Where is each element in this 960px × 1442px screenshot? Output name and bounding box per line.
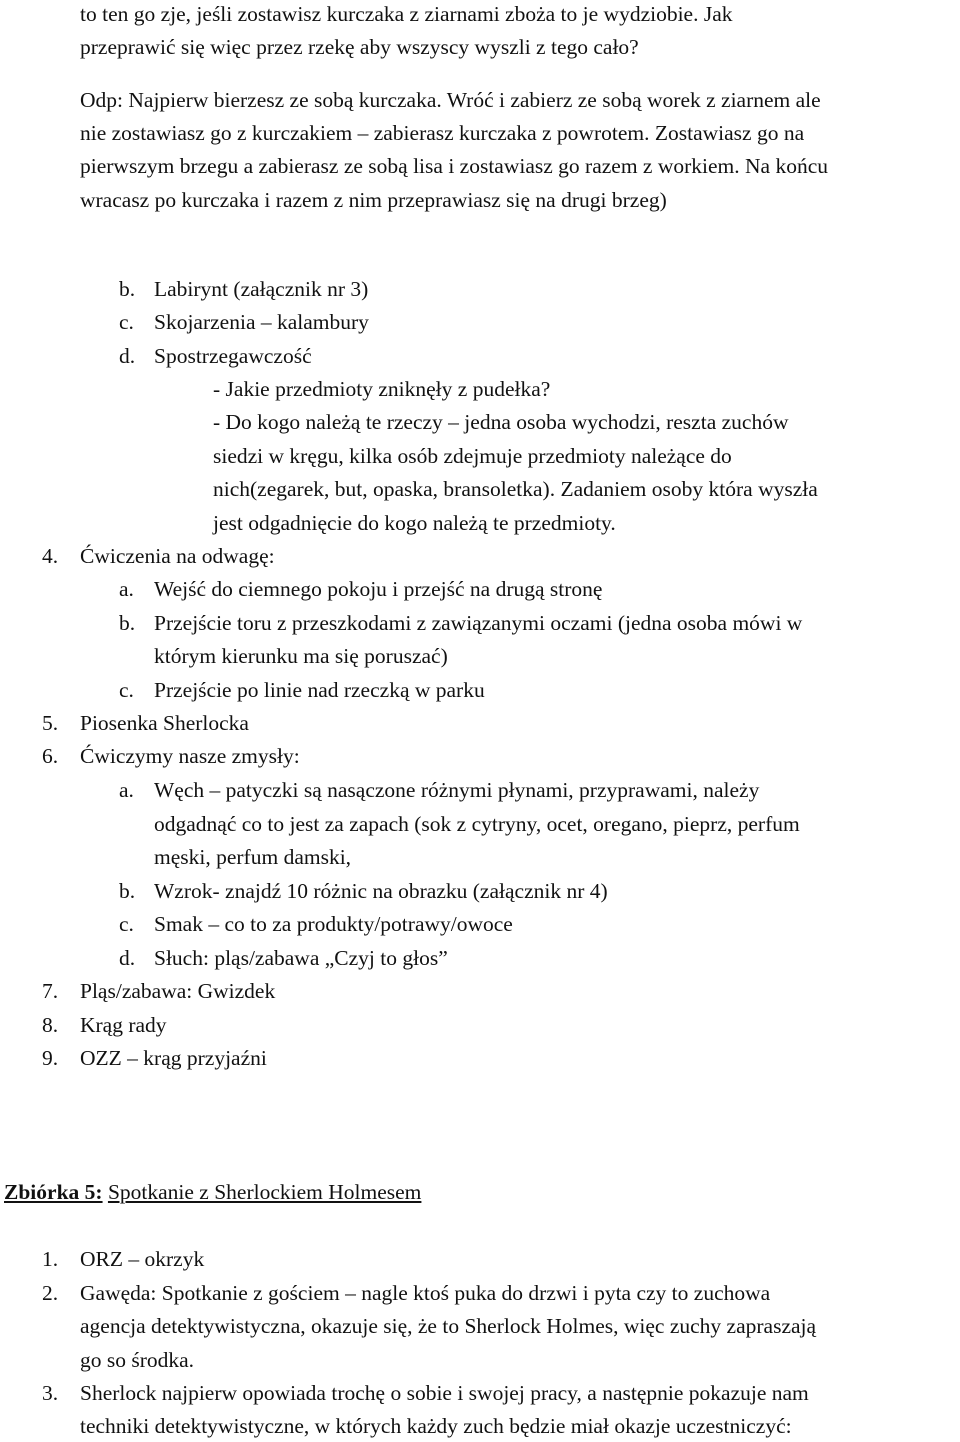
dash-item-continuation: siedzi w kręgu, kilka osób zdejmuje przedmioty należące do [213, 444, 732, 468]
list-marker: c. [119, 678, 134, 702]
list-marker: b. [119, 277, 136, 301]
list-item-text: Wzrok- znajdź 10 różnic na obrazku (załącznik nr 4) [154, 879, 608, 903]
list-marker: 7. [42, 979, 59, 1003]
list-item-text: ORZ – okrzyk [80, 1247, 205, 1271]
dash-item-continuation: jest odgadnięcie do kogo należą te przedmioty. [213, 511, 616, 535]
paragraph-line: pierwszym brzegu a zabierasz ze sobą lisa i zostawiasz go razem z workiem. Na końcu [80, 154, 829, 178]
list-marker: 9. [42, 1046, 59, 1070]
list-marker: d. [119, 344, 136, 368]
list-item-text: Słuch: pląs/zabawa „Czyj to głos” [154, 946, 448, 970]
dash-item-continuation: nich(zegarek, but, opaska, bransoletka). Zadaniem osoby która wyszła [213, 477, 818, 501]
list-marker: d. [119, 946, 136, 970]
list-item-text: Przejście toru z przeszkodami z zawiązanymi oczami (jedna osoba mówi w [154, 611, 803, 635]
list-item-text: Krąg rady [80, 1013, 167, 1037]
list-item-text: Ćwiczymy nasze zmysły: [80, 744, 300, 768]
paragraph-line: wracasz po kurczaka i razem z nim przeprawiasz się na drugi brzeg) [80, 188, 667, 212]
list-marker: c. [119, 310, 134, 334]
list-item-text: Ćwiczenia na odwagę: [80, 544, 275, 568]
section-heading-title: Spotkanie z Sherlockiem Holmesem [107, 1180, 422, 1204]
list-item-text: Węch – patyczki są nasączone różnymi płynami, przyprawami, należy [154, 778, 760, 802]
list-marker: a. [119, 778, 134, 802]
list-item-text: Przejście po linie nad rzeczką w parku [154, 678, 485, 702]
list-item-continuation: męski, perfum damski, [154, 845, 352, 869]
list-marker: c. [119, 912, 134, 936]
paragraph-line: nie zostawiasz go z kurczakiem – zabierasz kurczaka z powrotem. Zostawiasz go na [80, 121, 805, 145]
list-item-text: Wejść do ciemnego pokoju i przejść na drugą stronę [154, 577, 603, 601]
list-item-text: OZZ – krąg przyjaźni [80, 1046, 267, 1070]
list-item-continuation: odgadnąć co to jest za zapach (sok z cytryny, ocet, oregano, pieprz, perfum [154, 812, 800, 836]
list-item-continuation: go so środka. [80, 1348, 195, 1372]
list-item-text: Skojarzenia – kalambury [154, 310, 369, 334]
paragraph-line: to ten go zje, jeśli zostawisz kurczaka z ziarnami zboża to je wydziobie. Jak [80, 2, 733, 26]
list-marker: a. [119, 577, 134, 601]
list-item-text: Labirynt (załącznik nr 3) [154, 277, 369, 301]
dash-item: - Do kogo należą te rzeczy – jedna osoba wychodzi, reszta zuchów [213, 410, 789, 434]
list-item-text: Piosenka Sherlocka [80, 711, 249, 735]
paragraph-line: Odp: Najpierw bierzesz ze sobą kurczaka. Wróć i zabierz ze sobą worek z ziarnem ale [80, 88, 821, 112]
section-heading-label: Zbiórka 5: [4, 1180, 103, 1204]
list-item-text: Smak – co to za produkty/potrawy/owoce [154, 912, 513, 936]
list-marker: b. [119, 879, 136, 903]
list-marker: 5. [42, 711, 59, 735]
dash-item: - Jakie przedmioty zniknęły z pudełka? [213, 377, 551, 401]
list-marker: 3. [42, 1381, 59, 1405]
list-item-continuation: którym kierunku ma się poruszać) [154, 644, 448, 668]
list-item-continuation: agencja detektywistyczna, okazuje się, że to Sherlock Holmes, więc zuchy zapraszają [80, 1314, 817, 1338]
list-marker: b. [119, 611, 136, 635]
list-marker: 4. [42, 544, 59, 568]
list-item-text: Pląs/zabawa: Gwizdek [80, 979, 276, 1003]
list-marker: 6. [42, 744, 59, 768]
paragraph-line: przeprawić się więc przez rzekę aby wszyscy wyszli z tego cało? [80, 35, 639, 59]
list-item-text: Sherlock najpierw opowiada trochę o sobie i swojej pracy, a następnie pokazuje nam [80, 1381, 809, 1405]
list-marker: 1. [42, 1247, 59, 1271]
list-marker: 8. [42, 1013, 59, 1037]
list-marker: 2. [42, 1281, 59, 1305]
section-heading [4, 1182, 421, 1204]
list-item-text: Gawęda: Spotkanie z gościem – nagle ktoś puka do drzwi i pyta czy to zuchowa [80, 1281, 771, 1305]
list-item-text: Spostrzegawczość [154, 344, 312, 368]
list-item-continuation: techniki detektywistyczne, w których każdy zuch będzie miał okazje uczestniczyć: [80, 1414, 792, 1438]
